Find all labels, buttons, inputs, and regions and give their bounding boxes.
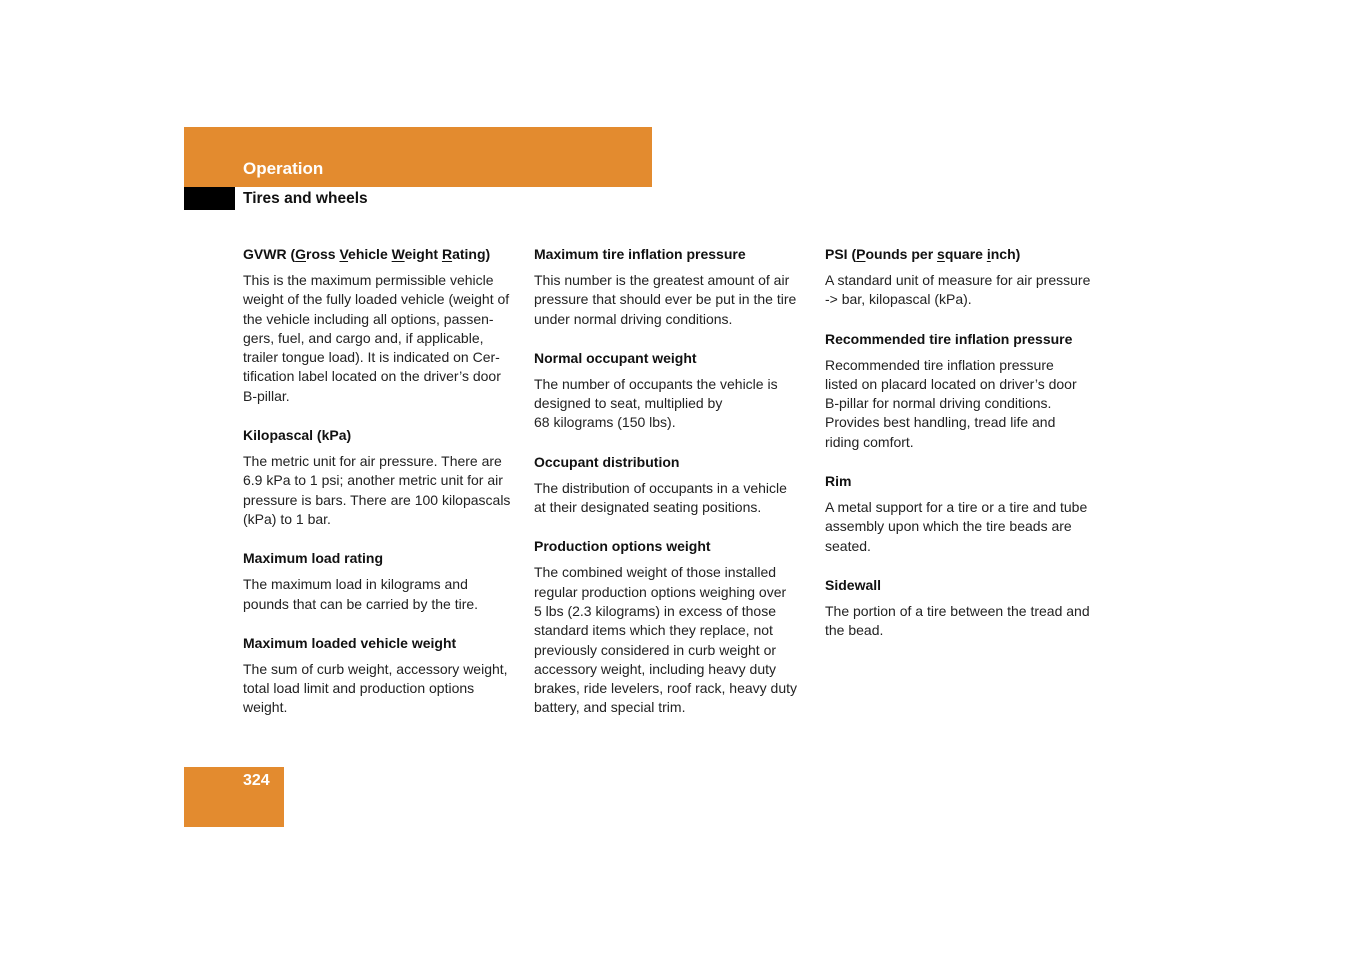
glossary-term xyxy=(243,244,515,264)
definition-line: 68 kilograms (150 lbs). xyxy=(534,414,676,431)
term-text: PSI ( xyxy=(825,246,857,262)
definition-line: The portion of a tire between the tread and xyxy=(825,602,1090,619)
definition-line: Recommended tire inflation pressure xyxy=(825,356,1054,373)
definition-line: riding comfort. xyxy=(825,433,914,450)
glossary-definition xyxy=(534,563,806,717)
term-initial-letter: s xyxy=(937,246,945,262)
definition-line: gers, fuel, and cargo and, if applicable, xyxy=(243,329,484,346)
glossary-definition xyxy=(243,660,515,718)
term-text: Production options weight xyxy=(534,538,711,555)
term-text: Occupant distribution xyxy=(534,453,680,470)
glossary-term xyxy=(825,575,1097,595)
definition-line: designed to seat, multiplied by xyxy=(534,395,723,412)
glossary-definition xyxy=(243,452,515,529)
definition-line: -> bar, kilopascal (kPa). xyxy=(825,291,972,308)
glossary-definition xyxy=(243,575,515,614)
term-initial-letter: V xyxy=(339,246,349,262)
definition-line: 6.9 kPa to 1 psi; another metric unit for air xyxy=(243,472,503,489)
glossary-term xyxy=(243,548,515,568)
definition-line: 5 lbs (2.3 kilograms) in excess of those xyxy=(534,602,776,619)
definition-line: (kPa) to 1 bar. xyxy=(243,510,331,527)
glossary-entry xyxy=(243,548,515,614)
glossary-column-2 xyxy=(534,244,806,737)
definition-line: The sum of curb weight, accessory weight, xyxy=(243,660,508,677)
glossary-term xyxy=(534,452,806,472)
definition-line: B-pillar for normal driving conditions. xyxy=(825,395,1052,412)
definition-line: The distribution of occupants in a vehicle xyxy=(534,479,787,496)
definition-line: regular production options weighing over xyxy=(534,583,787,600)
term-initial-letter: P xyxy=(856,246,866,262)
term-text: ross xyxy=(306,246,340,262)
glossary-definition xyxy=(825,602,1097,641)
glossary-definition xyxy=(534,271,806,329)
term-text: Recommended tire inflation pressure xyxy=(825,330,1073,347)
glossary-entry xyxy=(534,348,806,433)
glossary-term xyxy=(825,329,1097,349)
term-text: Normal occupant weight xyxy=(534,349,697,366)
glossary-entry xyxy=(825,329,1097,452)
glossary-entry xyxy=(534,452,806,518)
glossary-definition xyxy=(825,271,1097,310)
definition-line: standard items which they replace, not xyxy=(534,622,773,639)
glossary-definition xyxy=(825,498,1097,556)
glossary-entry xyxy=(534,536,806,717)
definition-line: A standard unit of measure for air pressure xyxy=(825,272,1091,288)
glossary-column-1 xyxy=(243,244,515,737)
glossary-entry xyxy=(825,575,1097,641)
term-text: ating) xyxy=(452,246,491,262)
definition-line: the vehicle including all options, passen- xyxy=(243,310,494,327)
term-initial-letter: R xyxy=(441,246,453,262)
definition-line: The maximum load in kilograms and xyxy=(243,576,468,593)
glossary-definition xyxy=(534,375,806,433)
definition-line: The combined weight of those installed xyxy=(534,564,777,581)
definition-line: battery, and special trim. xyxy=(534,699,686,716)
term-text: quare xyxy=(944,246,987,262)
definition-line: assembly upon which the tire beads are xyxy=(825,518,1072,535)
page-number: 324 xyxy=(243,772,270,789)
term-text: ehicle xyxy=(348,246,392,262)
definition-line: B-pillar. xyxy=(243,387,290,404)
definition-line: listed on placard located on driver’s door xyxy=(825,375,1077,392)
section-marker-tab xyxy=(184,187,235,210)
glossary-definition xyxy=(243,271,515,406)
definition-line: The number of occupants the vehicle is xyxy=(534,375,778,392)
definition-line: trailer tongue load). It is indicated on Cer- xyxy=(243,349,500,366)
glossary-term xyxy=(534,348,806,368)
definition-line: total load limit and production options xyxy=(243,680,475,697)
glossary-definition xyxy=(534,479,806,518)
definition-line: pressure is bars. There are 100 kilopascals xyxy=(243,491,511,508)
term-text: ounds per xyxy=(865,246,938,262)
term-text: nch) xyxy=(990,246,1021,262)
term-initial-letter: G xyxy=(295,246,306,262)
glossary-term xyxy=(534,536,806,556)
term-text: Maximum loaded vehicle weight xyxy=(243,634,457,651)
term-text: Kilopascal (kPa) xyxy=(243,427,352,444)
glossary-definition xyxy=(825,356,1097,452)
term-initial-letter: W xyxy=(391,246,405,262)
glossary-term xyxy=(825,244,1097,264)
glossary-term xyxy=(534,244,806,264)
term-text: eight xyxy=(404,246,442,262)
definition-line: This is the maximum permissible vehicle xyxy=(243,272,494,288)
definition-line: weight of the fully loaded vehicle (weight of xyxy=(243,291,510,308)
glossary-term xyxy=(243,425,515,445)
glossary-entry xyxy=(825,471,1097,556)
glossary-entry xyxy=(243,633,515,718)
term-text: Sidewall xyxy=(825,576,882,593)
term-initial-letter: i xyxy=(986,246,991,262)
definition-line: pressure that should ever be put in the tire xyxy=(534,291,797,308)
definition-line: The metric unit for air pressure. There are xyxy=(243,453,502,470)
definition-line: accessory weight, including heavy duty xyxy=(534,660,777,677)
definition-line: at their designated seating positions. xyxy=(534,499,762,516)
definition-line: under normal driving conditions. xyxy=(534,310,733,327)
term-text: Maximum tire inflation pressure xyxy=(534,246,746,262)
term-text: Maximum load rating xyxy=(243,550,384,567)
definition-line: Provides best handling, tread life and xyxy=(825,414,1056,431)
glossary-entry xyxy=(243,425,515,529)
definition-line: previously considered in curb weight or xyxy=(534,641,777,658)
glossary-term xyxy=(825,471,1097,491)
glossary-entry xyxy=(243,244,515,406)
section-title: Operation xyxy=(243,159,324,178)
glossary-entry xyxy=(825,244,1097,310)
definition-line: pounds that can be carried by the tire. xyxy=(243,595,479,612)
term-text: Rim xyxy=(825,473,852,490)
term-text: GVWR ( xyxy=(243,246,296,262)
subsection-title: Tires and wheels xyxy=(243,190,368,207)
definition-line: This number is the greatest amount of air xyxy=(534,272,790,288)
definition-line: A metal support for a tire or a tire and tube xyxy=(825,499,1088,516)
glossary-entry xyxy=(534,244,806,329)
definition-line: tification label located on the driver’s door xyxy=(243,368,501,385)
definition-line: weight. xyxy=(243,699,288,716)
definition-line: seated. xyxy=(825,537,871,554)
definition-line: the bead. xyxy=(825,622,884,639)
definition-line: brakes, ride levelers, roof rack, heavy duty xyxy=(534,680,798,697)
glossary-column-3 xyxy=(825,244,1097,660)
glossary-term xyxy=(243,633,515,653)
